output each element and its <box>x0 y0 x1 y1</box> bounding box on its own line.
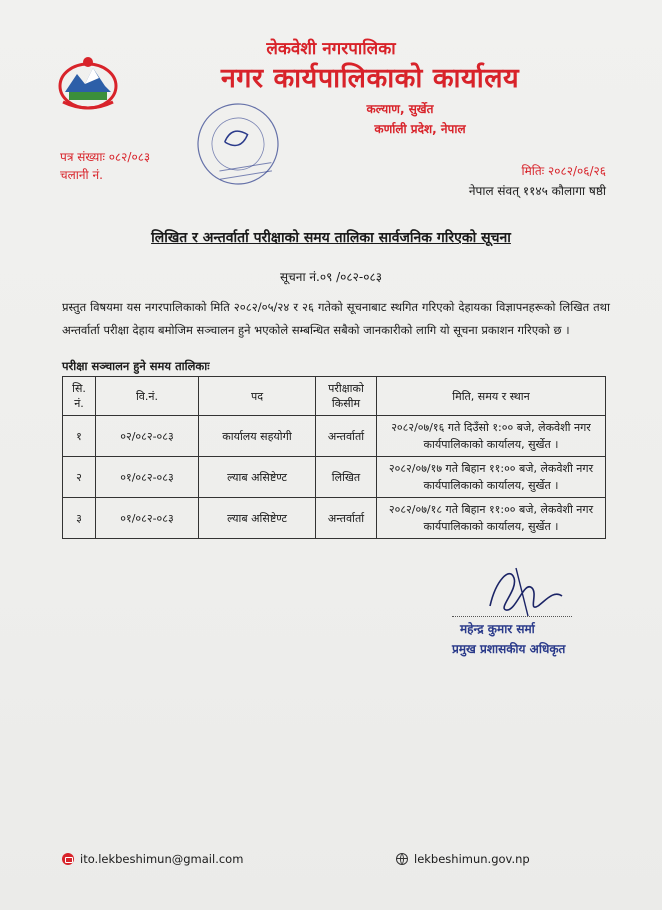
email-icon <box>62 853 74 865</box>
dispatch-number: चलानी नं. <box>60 168 103 182</box>
cell-exam-type: अन्तर्वार्ता <box>316 498 377 539</box>
letter-number: पत्र संख्याः ०८२/०८३ <box>60 150 151 164</box>
notice-paragraph: प्रस्तुत विषयमा यस नगरपालिकाको मिति २०८२/०५/२४ र २६ गतेको सूचनाबाट स्थगित गरिएको देहायका विज्ञापनहरूको लिखित तथा अन्तर्वार्ता परीक्षा देहाय बमोजिम सञ्चालन हुने भएकोले सम्बन्धित सबैको जानकारीको लागि यो सूचना प्रकाशन गरिएको छ । <box>62 300 610 337</box>
cell-date-time-place: २०८२/०७/१८ गते बिहान ११:०० बजे, लेकवेशी नगर कार्यपालिकाको कार्यालय, सुर्खेत । <box>377 498 606 539</box>
notice-title-text: लिखित र अन्तर्वार्ता परीक्षाको समय तालिका सार्वजनिक गरिएको सूचना <box>151 230 511 246</box>
signature-line <box>452 616 572 617</box>
cell-ad-number: ०२/०८२-०८३ <box>96 416 199 457</box>
nepal-sambat-date: नेपाल संवत् ११४५ कौलागा षष्ठी <box>468 184 606 198</box>
cell-exam-type: अन्तर्वार्ता <box>316 416 377 457</box>
table-row <box>63 416 606 457</box>
signatory-title: प्रमुख प्रशासकीय अधिकृत <box>452 642 566 656</box>
table-header-row <box>63 377 606 416</box>
location-line-2: कर्णाली प्रदेश, नेपाल <box>374 122 466 136</box>
email-text[interactable]: ito.lekbeshimun@gmail.com <box>80 852 244 866</box>
header-ad-number: वि.नं. <box>96 377 199 416</box>
header-exam-type: परीक्षाको किसीम <box>316 377 377 416</box>
notice-number: सूचना नं.०९ /०८२-०८३ <box>280 270 382 284</box>
municipality-name: लेकवेशी नगरपालिका <box>266 39 396 59</box>
cell-ad-number: ०१/०८२-०८३ <box>96 457 199 498</box>
table-row <box>63 498 606 539</box>
header-position: पद <box>199 377 316 416</box>
cell-exam-type: लिखित <box>316 457 377 498</box>
cell-date-time-place: २०८२/०७/१६ गते दिउँसो १:०० बजे, लेकवेशी नगर कार्यपालिकाको कार्यालय, सुर्खेत । <box>377 416 606 457</box>
office-stamp <box>192 98 284 190</box>
website-text[interactable]: lekbeshimun.gov.np <box>414 852 530 866</box>
cell-serial: १ <box>63 416 96 457</box>
header-serial: सि. नं. <box>63 377 96 416</box>
globe-icon <box>396 853 408 865</box>
cell-date-time-place: २०८२/०७/१७ गते बिहान ११:०० बजे, लेकवेशी नगर कार्यपालिकाको कार्यालय, सुर्खेत । <box>377 457 606 498</box>
cell-position: कार्यालय सहयोगी <box>199 416 316 457</box>
notice-title <box>0 228 662 247</box>
cell-position: ल्याब असिष्टेण्ट <box>199 498 316 539</box>
location-line-1: कल्याण, सुर्खेत <box>366 102 434 116</box>
cell-serial: ३ <box>63 498 96 539</box>
table-caption: परीक्षा सञ्चालन हुने समय तालिकाः <box>62 359 210 373</box>
nepal-emblem-icon <box>55 52 121 112</box>
schedule-table <box>62 376 606 539</box>
header-date-time-place: मिति, समय र स्थान <box>377 377 606 416</box>
cell-ad-number: ०१/०८२-०८३ <box>96 498 199 539</box>
signatory-name: महेन्द्र कुमार सर्मा <box>460 622 535 636</box>
footer-website <box>396 852 530 866</box>
cell-serial: २ <box>63 457 96 498</box>
table-row <box>63 457 606 498</box>
cell-position: ल्याब असिष्टेण्ट <box>199 457 316 498</box>
footer-email <box>62 852 243 866</box>
office-name: नगर कार्यपालिकाको कार्यालय <box>220 63 520 94</box>
issue-date: मितिः २०८२/०६/२६ <box>521 164 606 178</box>
